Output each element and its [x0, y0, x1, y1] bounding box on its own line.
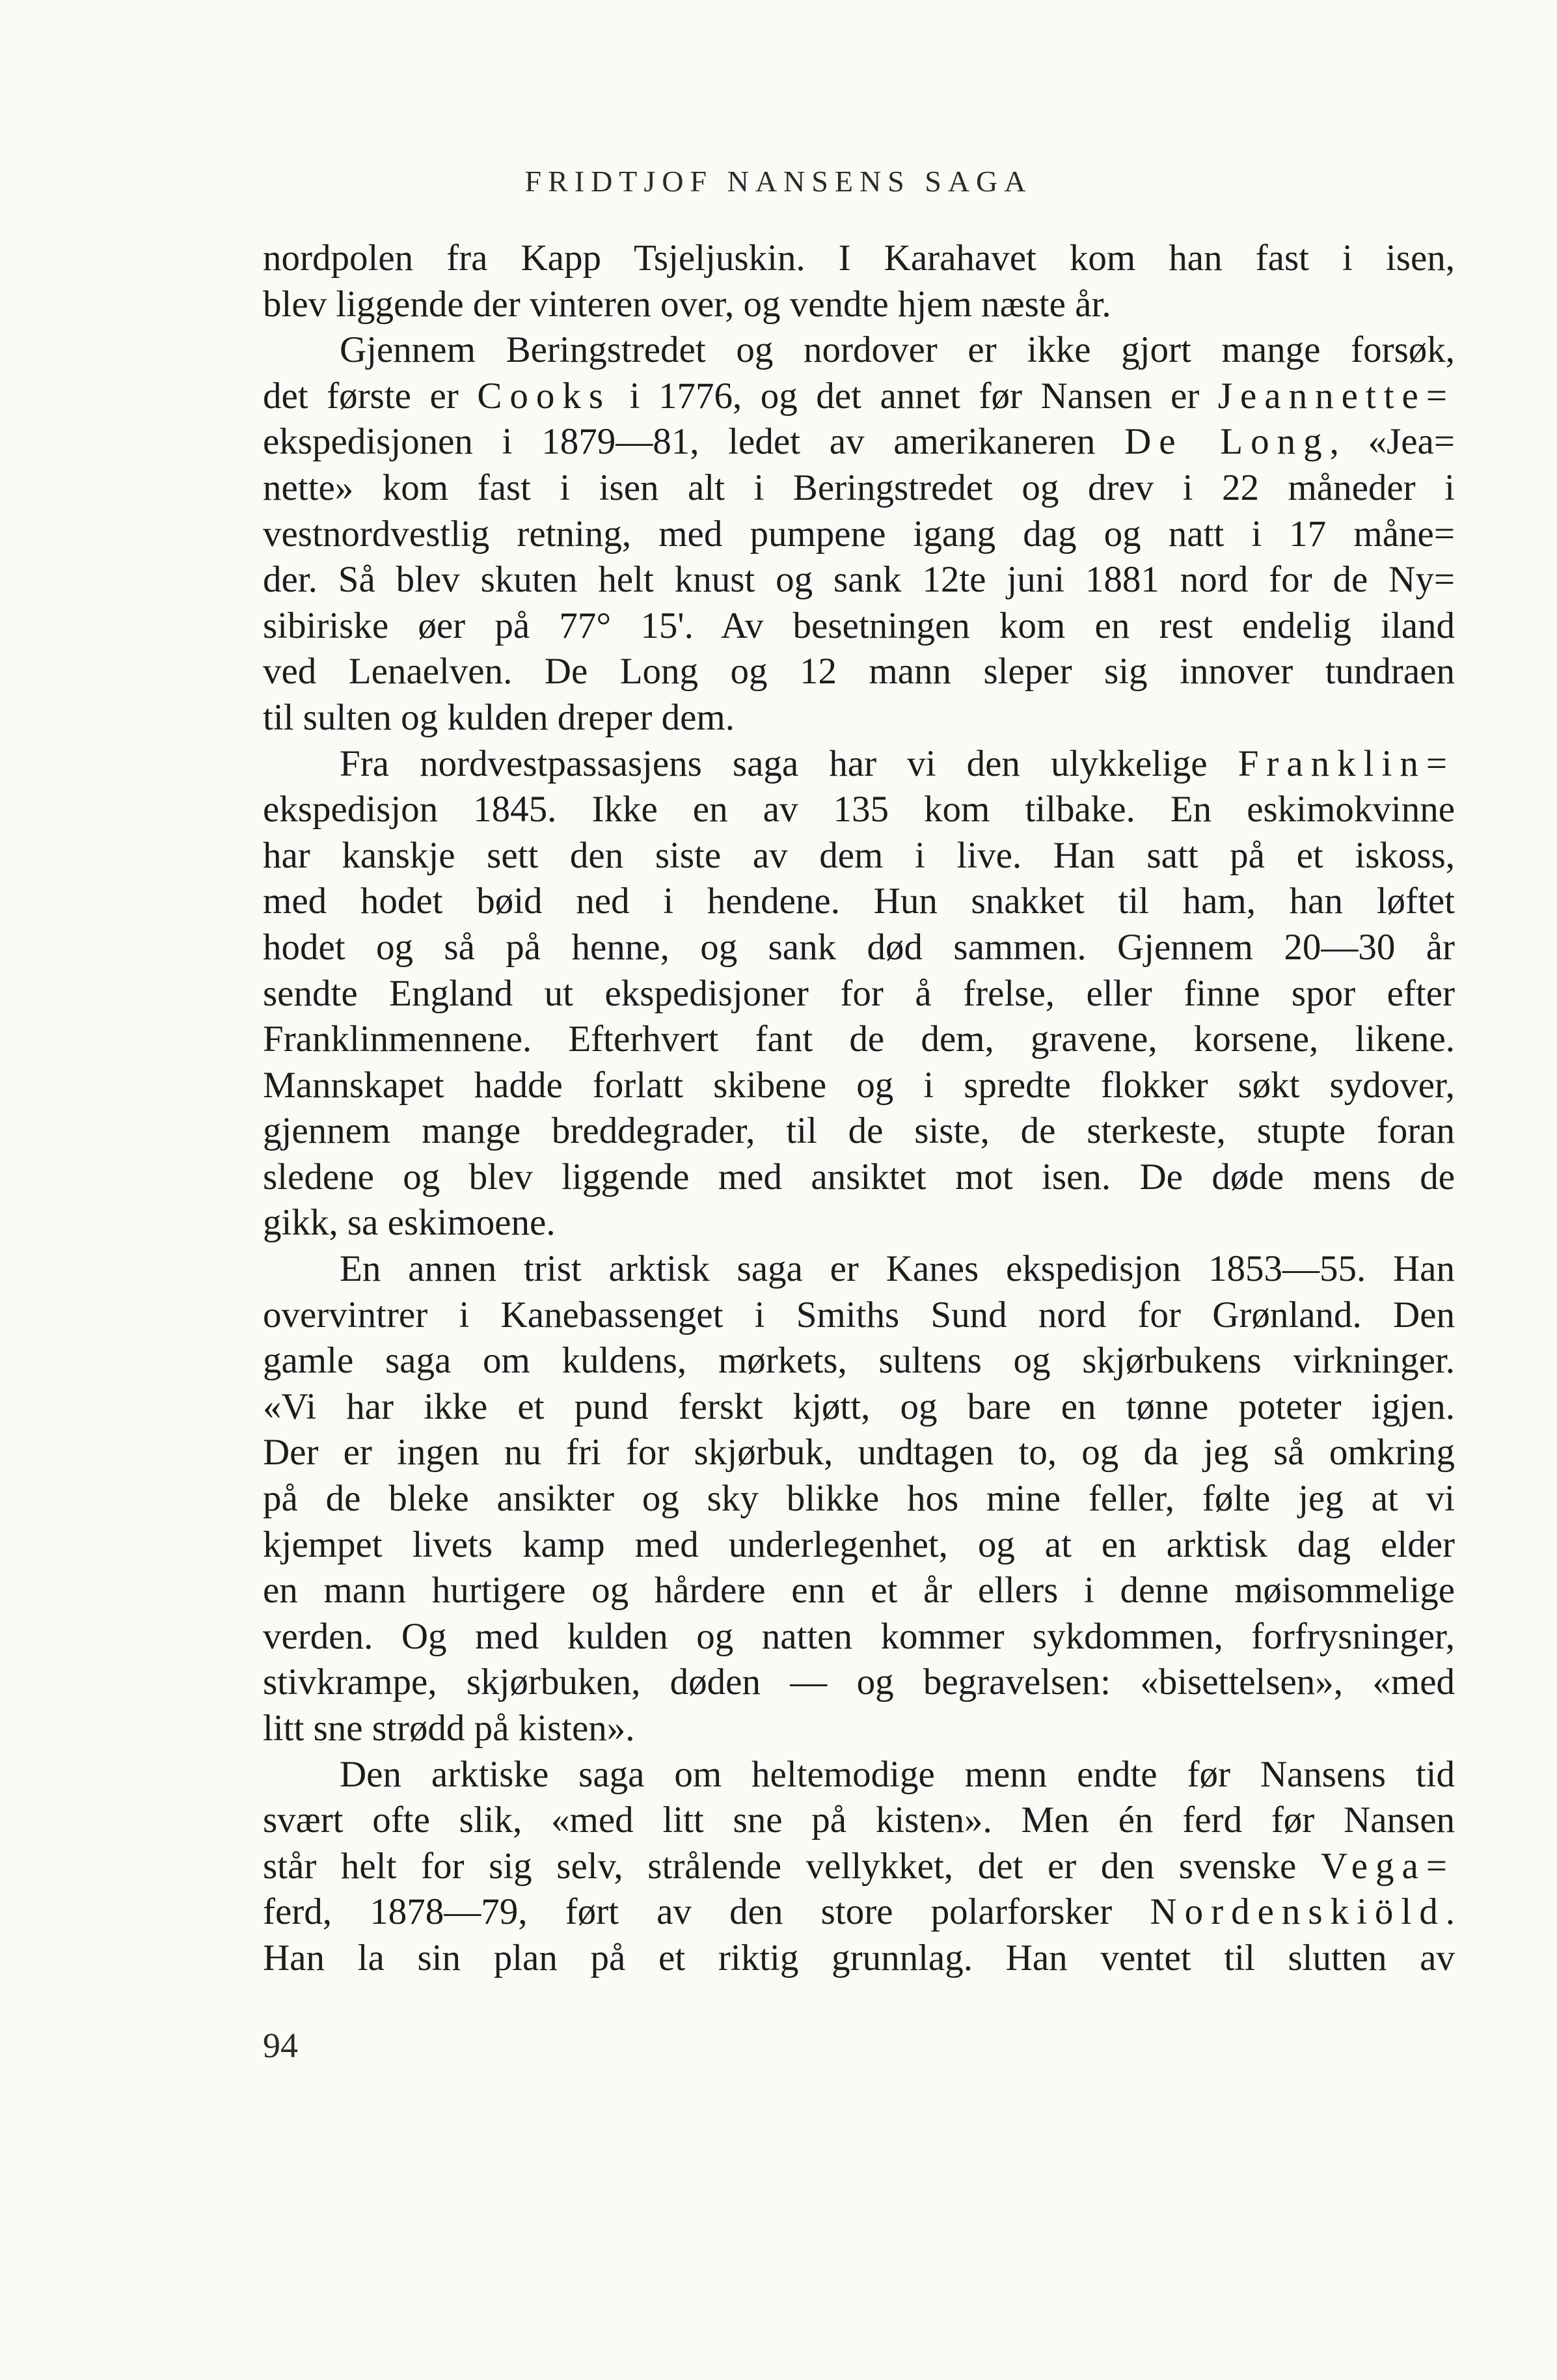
text-run: det første er	[263, 375, 478, 417]
page-number: 94	[263, 2026, 298, 2065]
text-line: nordpolen fra Kapp Tsjeljuskin. I Karahavet kom han fast i isen,	[263, 238, 1455, 279]
text-line: kjempet livets kamp med underlegenhet, og at en arktisk dag elder	[263, 1524, 1455, 1565]
text-line: der. Så blev skuten helt knust og sank 12te juni 1881 nord for de Ny=	[263, 559, 1455, 601]
text-line: gjennem mange breddegrader, til de siste, de sterkeste, stupte foran	[263, 1110, 1455, 1152]
text-line: nette» kom fast i isen alt i Beringstredet og drev i 22 måneder i	[263, 467, 1455, 508]
text-line: har kanskje sett den siste av dem i live. Han satt på et iskoss,	[263, 834, 1455, 876]
person-name-nordenskiold: Nordenskiöld	[1150, 1891, 1446, 1933]
text-line	[263, 1844, 1455, 1890]
text-line: Mannskapet hadde forlatt skibene og i spredte flokker søkt sydover,	[263, 1064, 1455, 1106]
text-line: sledene og blev liggende med ansiktet mot isen. De døde mens de	[263, 1156, 1455, 1197]
text-line	[263, 419, 1455, 465]
text-run: ekspedisjonen i 1879—81, ledet av amerikaneren	[263, 421, 1125, 463]
text-line: En annen trist arktisk saga er Kanes ekspedisjon 1853—55. Han	[340, 1248, 1455, 1290]
person-name-franklin: Franklin=	[1238, 743, 1455, 784]
text-line: stivkrampe, skjørbuken, døden — og begravelsen: «bisettelsen», «med	[263, 1662, 1455, 1703]
text-run: .	[1445, 1891, 1455, 1933]
text-line: ved Lenaelven. De Long og 12 mann sleper sig innover tundraen	[263, 651, 1455, 692]
person-name-cook: Cooks	[477, 375, 612, 417]
text-line: til sulten og kulden dreper dem.	[263, 696, 735, 738]
text-line	[263, 374, 1455, 420]
text-line: sendte England ut ekspedisjoner for å frelse, eller finne spor efter	[263, 972, 1455, 1014]
text-line: svært ofte slik, «med litt sne på kisten». Men én ferd før Nansen	[263, 1799, 1455, 1841]
text-line: Den arktiske saga om heltemodige menn endte før Nansens tid	[340, 1753, 1455, 1795]
text-line: gamle saga om kuldens, mørkets, sultens og skjørbukens virkninger.	[263, 1340, 1455, 1382]
text-line: vestnordvestlig retning, med pumpene igang dag og natt i 17 måne=	[263, 513, 1455, 554]
text-run: , «Jea=	[1329, 421, 1455, 463]
text-line: ekspedisjon 1845. Ikke en av 135 kom tilbake. En eskimokvinne	[263, 789, 1455, 830]
text-line: med hodet bøid ned i hendene. Hun snakket til ham, han løftet	[263, 881, 1455, 922]
person-name-de-long: De Long	[1124, 421, 1330, 463]
text-line: «Vi har ikke et pund ferskt kjøtt, og bare en tønne poteter igjen.	[263, 1386, 1455, 1427]
text-run: ferd, 1878—79, ført av den store polarforsker	[263, 1891, 1150, 1933]
running-header: FRIDTJOF NANSENS SAGA	[524, 165, 1033, 198]
text-line	[263, 1889, 1455, 1935]
text-run: Fra nordvestpassasjens saga har vi den ulykkelige	[340, 743, 1238, 784]
text-line: Han la sin plan på et riktig grunnlag. Han ventet til slutten av	[263, 1937, 1455, 1978]
text-line: Gjennem Beringstredet og nordover er ikke gjort mange forsøk,	[340, 329, 1455, 371]
text-line: blev liggende der vinteren over, og vendte hjem næste år.	[263, 283, 1111, 325]
text-run: står helt for sig selv, strålende vellykket, det er den svenske	[263, 1845, 1321, 1887]
text-line: en mann hurtigere og hårdere enn et år ellers i denne møisommelige	[263, 1570, 1455, 1611]
ship-name-jeannette: Jeannette=	[1217, 375, 1455, 417]
text-line: gikk, sa eskimoene.	[263, 1202, 556, 1244]
text-line	[263, 741, 1455, 787]
text-line: litt sne strødd på kisten».	[263, 1708, 635, 1749]
text-line: overvintrer i Kanebassenget i Smiths Sund nord for Grønland. Den	[263, 1294, 1455, 1335]
text-line: på de bleke ansikter og sky blikke hos mine feller, følte jeg at vi	[263, 1478, 1455, 1520]
text-line: hodet og så på henne, og sank død sammen. Gjennem 20—30 år	[263, 926, 1455, 968]
text-line: Franklinmennene. Efterhvert fant de dem, gravene, korsene, likene.	[263, 1019, 1455, 1060]
text-line: verden. Og med kulden og natten kommer sykdommen, forfrysninger,	[263, 1615, 1455, 1657]
ship-name-vega: Vega=	[1320, 1845, 1455, 1887]
text-run: i 1776, og det annet før Nansen er	[611, 375, 1218, 417]
body-text	[263, 236, 1455, 1982]
text-line: Der er ingen nu fri for skjørbuk, undtagen to, og da jeg så omkring	[263, 1432, 1455, 1473]
text-line: sibiriske øer på 77° 15'. Av besetningen kom en rest endelig iland	[263, 605, 1455, 646]
